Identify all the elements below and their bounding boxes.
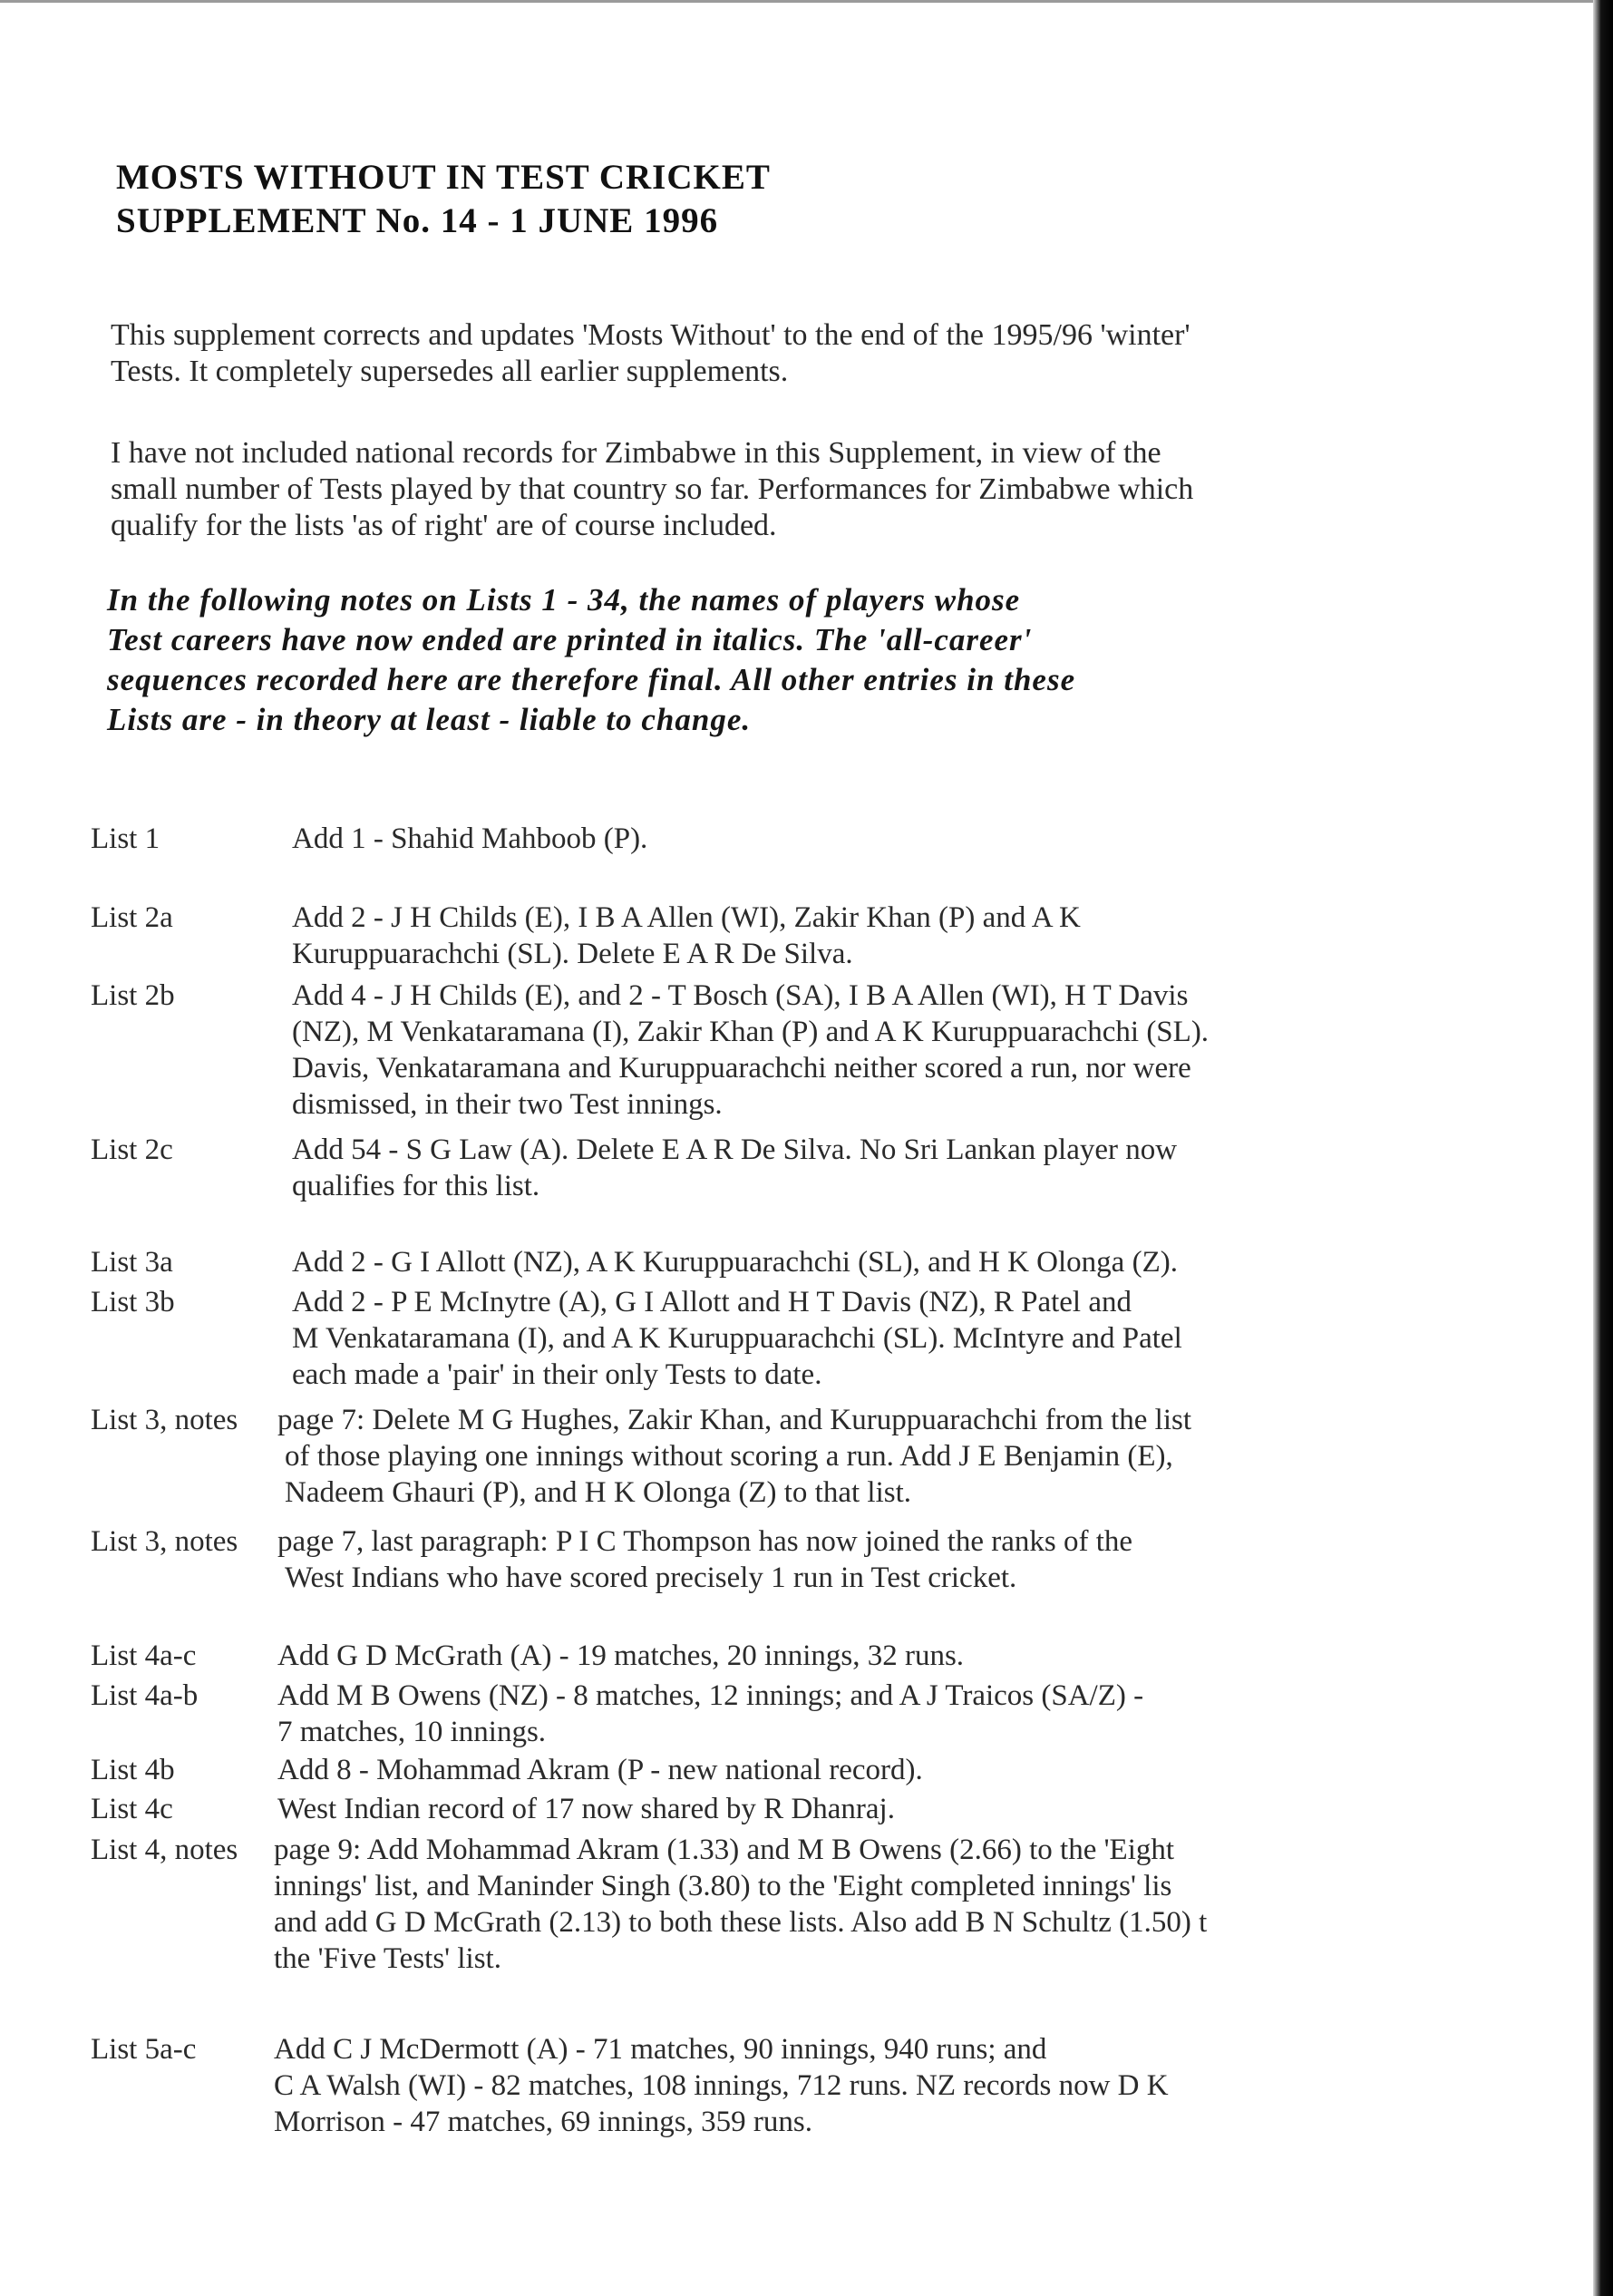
entry-text bbox=[277, 1638, 1384, 1674]
entry-line: Add C J McDermott (A) - 71 matches, 90 innings, 940 runs; and bbox=[274, 2033, 1047, 2066]
entry-line: and add G D McGrath (2.13) to both these lists. Also add B N Schultz (1.50) t bbox=[274, 1906, 1208, 1939]
title-line-1: MOSTS WITHOUT IN TEST CRICKET bbox=[116, 158, 771, 197]
note-line-4: Lists are - in theory at least - liable to change. bbox=[107, 702, 752, 737]
entry-line: page 7: Delete M G Hughes, Zakir Khan, and Kuruppuarachchi from the list bbox=[277, 1404, 1192, 1436]
entry-line: West Indian record of 17 now shared by R Dhanraj. bbox=[277, 1793, 895, 1825]
entry-line: page 9: Add Mohammad Akram (1.33) and M B Owens (2.66) to the 'Eight bbox=[274, 1834, 1175, 1866]
title-line-2: SUPPLEMENT No. 14 - 1 JUNE 1996 bbox=[116, 201, 719, 240]
entry-line: innings' list, and Maninder Singh (3.80) to the 'Eight completed innings' lis bbox=[274, 1870, 1172, 1902]
entry-label: List 3, notes bbox=[91, 1525, 238, 1558]
entry-text bbox=[292, 900, 1398, 972]
entry-line: Add G D McGrath (A) - 19 matches, 20 innings, 32 runs. bbox=[277, 1639, 965, 1672]
entry-text bbox=[277, 1402, 1384, 1511]
intro-p1-line-2: Tests. It completely supersedes all earlier supplements. bbox=[111, 355, 789, 388]
intro-p2-line-1: I have not included national records for Zimbabwe in this Supplement, in view of the bbox=[111, 436, 1161, 470]
entry-text bbox=[292, 1284, 1398, 1393]
entry-line: Add 4 - J H Childs (E), and 2 - T Bosch (SA), I B A Allen (WI), H T Davis bbox=[292, 979, 1189, 1012]
document-title bbox=[116, 156, 771, 243]
intro-p2-line-2: small number of Tests played by that country so far. Performances for Zimbabwe which bbox=[111, 472, 1194, 506]
entry-text bbox=[277, 1791, 1384, 1827]
entry-text bbox=[292, 1244, 1398, 1280]
entry-text bbox=[292, 978, 1398, 1123]
entry-label: List 4a-c bbox=[91, 1639, 197, 1672]
entry-label: List 5a-c bbox=[91, 2033, 197, 2066]
intro-paragraph-1 bbox=[111, 317, 1380, 390]
entry-text bbox=[277, 1752, 1384, 1788]
entry-line: the 'Five Tests' list. bbox=[274, 1942, 501, 1975]
entry-line: Add M B Owens (NZ) - 8 matches, 12 innings; and A J Traicos (SA/Z) - bbox=[277, 1679, 1144, 1712]
top-border bbox=[0, 0, 1613, 3]
entry-line: Add 2 - G I Allott (NZ), A K Kuruppuarachchi (SL), and H K Olonga (Z). bbox=[292, 1246, 1178, 1279]
entry-line: Add 2 - P E McInytre (A), G I Allott and H T Davis (NZ), R Patel and bbox=[292, 1286, 1132, 1318]
entry-line: C A Walsh (WI) - 82 matches, 108 innings, 712 runs. NZ records now D K bbox=[274, 2069, 1169, 2102]
entry-line: Add 2 - J H Childs (E), I B A Allen (WI), Zakir Khan (P) and A K bbox=[292, 901, 1081, 934]
entry-line: (NZ), M Venkataramana (I), Zakir Khan (P) and A K Kuruppuarachchi (SL). bbox=[292, 1016, 1210, 1048]
entry-line: Kuruppuarachchi (SL). Delete E A R De Silva. bbox=[292, 938, 853, 970]
italic-note bbox=[107, 580, 1340, 740]
entry-line: Add 8 - Mohammad Akram (P - new national record). bbox=[277, 1754, 923, 1786]
entry-text bbox=[292, 1132, 1398, 1204]
entry-label: List 4, notes bbox=[91, 1834, 238, 1866]
entry-label: List 2b bbox=[91, 979, 175, 1012]
entry-line: Davis, Venkataramana and Kuruppuarachchi neither scored a run, nor were bbox=[292, 1052, 1191, 1085]
entry-line: Nadeem Ghauri (P), and H K Olonga (Z) to that list. bbox=[285, 1476, 912, 1509]
entry-line: of those playing one innings without scoring a run. Add J E Benjamin (E), bbox=[285, 1440, 1173, 1473]
page-edge-shadow bbox=[1593, 0, 1613, 2296]
entry-line: page 7, last paragraph: P I C Thompson has now joined the ranks of the bbox=[277, 1525, 1133, 1558]
entry-text bbox=[274, 1832, 1380, 1977]
entry-line: 7 matches, 10 innings. bbox=[277, 1716, 547, 1748]
intro-paragraph-2 bbox=[111, 435, 1380, 544]
entry-text bbox=[292, 821, 1398, 857]
entry-text bbox=[277, 1523, 1384, 1596]
entry-line: Morrison - 47 matches, 69 innings, 359 runs. bbox=[274, 2106, 812, 2138]
entry-label: List 3, notes bbox=[91, 1404, 238, 1436]
entry-label: List 4b bbox=[91, 1754, 175, 1786]
entry-line: Add 1 - Shahid Mahboob (P). bbox=[292, 822, 648, 855]
intro-p2-line-3: qualify for the lists 'as of right' are of course included. bbox=[111, 509, 777, 542]
entry-line: each made a 'pair' in their only Tests to date. bbox=[292, 1358, 822, 1391]
entry-line: Add 54 - S G Law (A). Delete E A R De Silva. No Sri Lankan player now bbox=[292, 1133, 1178, 1166]
entry-label: List 3a bbox=[91, 1246, 173, 1279]
entry-label: List 2c bbox=[91, 1133, 173, 1166]
entry-line: West Indians who have scored precisely 1 run in Test cricket. bbox=[285, 1561, 1017, 1594]
entry-text bbox=[274, 2031, 1380, 2140]
entry-line: M Venkataramana (I), and A K Kuruppuarachchi (SL). McIntyre and Patel bbox=[292, 1322, 1182, 1355]
entry-label: List 4c bbox=[91, 1793, 173, 1825]
note-line-2: Test careers have now ended are printed in italics. The 'all-career' bbox=[107, 622, 1033, 657]
entry-label: List 4a-b bbox=[91, 1679, 199, 1712]
entry-label: List 2a bbox=[91, 901, 173, 934]
entry-label: List 3b bbox=[91, 1286, 175, 1318]
entry-label: List 1 bbox=[91, 822, 160, 855]
note-line-1: In the following notes on Lists 1 - 34, the names of players whose bbox=[107, 582, 1021, 618]
intro-p1-line-1: This supplement corrects and updates 'Mosts Without' to the end of the 1995/96 'winter' bbox=[111, 318, 1190, 352]
entry-line: qualifies for this list. bbox=[292, 1170, 540, 1202]
note-line-3: sequences recorded here are therefore final. All other entries in these bbox=[107, 662, 1076, 697]
entry-text bbox=[277, 1678, 1384, 1750]
entry-line: dismissed, in their two Test innings. bbox=[292, 1088, 723, 1121]
